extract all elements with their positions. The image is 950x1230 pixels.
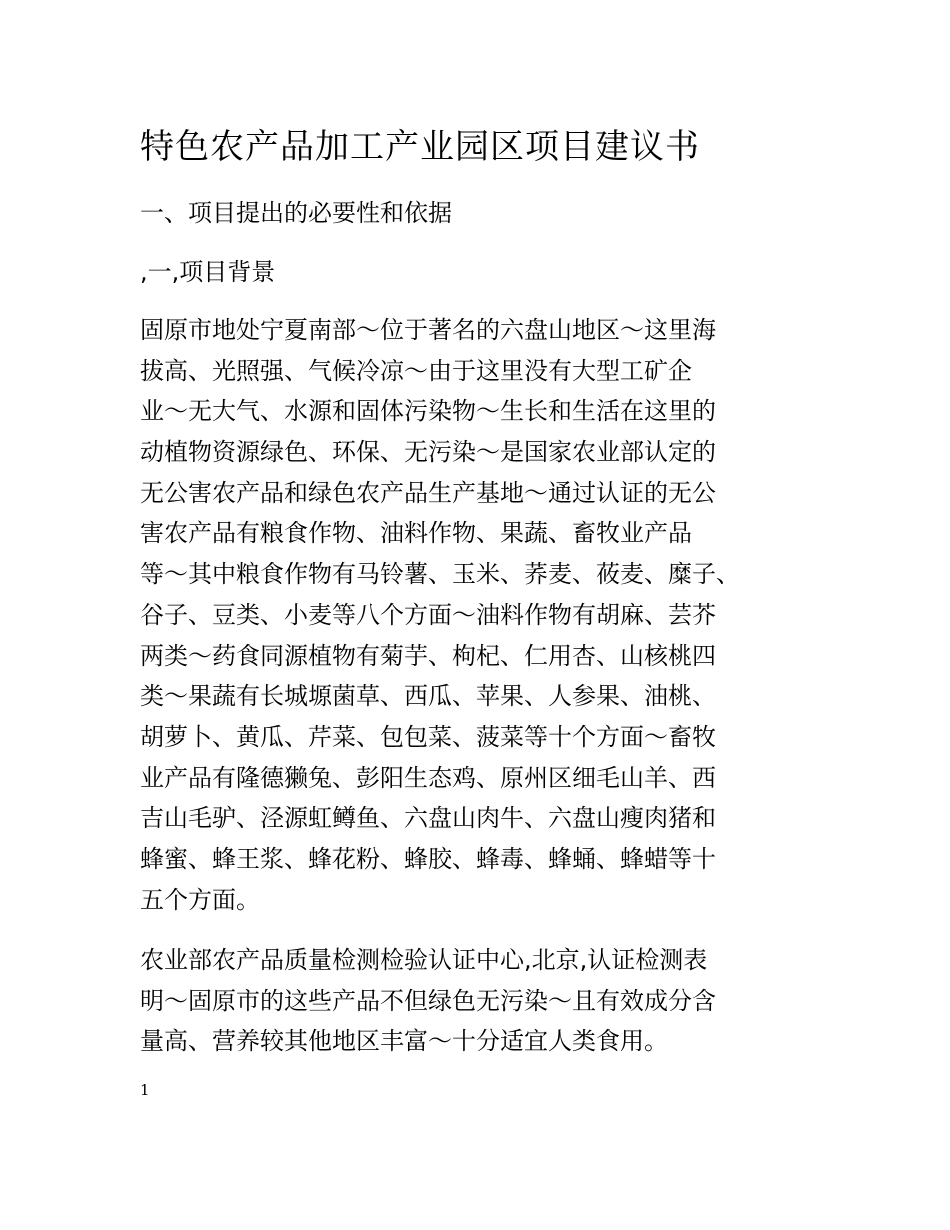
paragraph-line: 业～无大气、水源和固体污染物～生长和生活在这里的 — [140, 397, 716, 426]
paragraph-background — [140, 310, 740, 920]
paragraph-line: 业产品有隆德獭兔、彭阳生态鸡、原州区细毛山羊、西 — [140, 763, 716, 792]
subsection-heading: ,一,项目背景 — [140, 258, 276, 286]
paragraph-line: 五个方面。 — [140, 885, 260, 914]
paragraph-line: 害农产品有粮食作物、油料作物、果蔬、畜牧业产品 — [140, 519, 692, 548]
paragraph-line: 等～其中粮食作物有马铃薯、玉米、荞麦、莜麦、糜子、 — [140, 560, 740, 589]
paragraph-line: 谷子、豆类、小麦等八个方面～油料作物有胡麻、芸芥 — [140, 600, 716, 629]
paragraph-line: 胡萝卜、黄瓜、芹菜、包包菜、菠菜等十个方面～畜牧 — [140, 722, 716, 751]
paragraph-line: 固原市地处宁夏南部～位于著名的六盘山地区～这里海 — [140, 316, 716, 344]
paragraph-certification — [140, 940, 716, 1062]
paragraph-line: 类～果蔬有长城塬菌草、西瓜、苹果、人参果、油桃、 — [140, 682, 716, 711]
paragraph-line: 两类～药食同源植物有菊芋、枸杞、仁用杏、山核桃四 — [140, 641, 716, 670]
section-heading: 一、项目提出的必要性和依据 — [140, 199, 452, 227]
document-title: 特色农产品加工产业园区项目建议书 — [140, 127, 700, 167]
paragraph-line: 动植物资源绿色、环保、无污染～是国家农业部认定的 — [140, 438, 716, 467]
paragraph-line: 蜂蜜、蜂王浆、蜂花粉、蜂胶、蜂毒、蜂蛹、蜂蜡等十 — [140, 844, 716, 873]
paragraph-line: 量高、营养较其他地区丰富～十分适宜人类食用。 — [140, 1027, 668, 1056]
page-number: 1 — [140, 1081, 150, 1099]
paragraph-line: 无公害农产品和绿色农产品生产基地～通过认证的无公 — [140, 478, 716, 507]
paragraph-line: 拔高、光照强、气候冷凉～由于这里没有大型工矿企 — [140, 356, 692, 385]
paragraph-line: 吉山毛驴、泾源虹鳟鱼、六盘山肉牛、六盘山瘦肉猪和 — [140, 804, 716, 833]
paragraph-line: 农业部农产品质量检测检验认证中心,北京,认证检测表 — [140, 946, 708, 974]
paragraph-line: 明～固原市的这些产品不但绿色无污染～且有效成分含 — [140, 986, 716, 1015]
